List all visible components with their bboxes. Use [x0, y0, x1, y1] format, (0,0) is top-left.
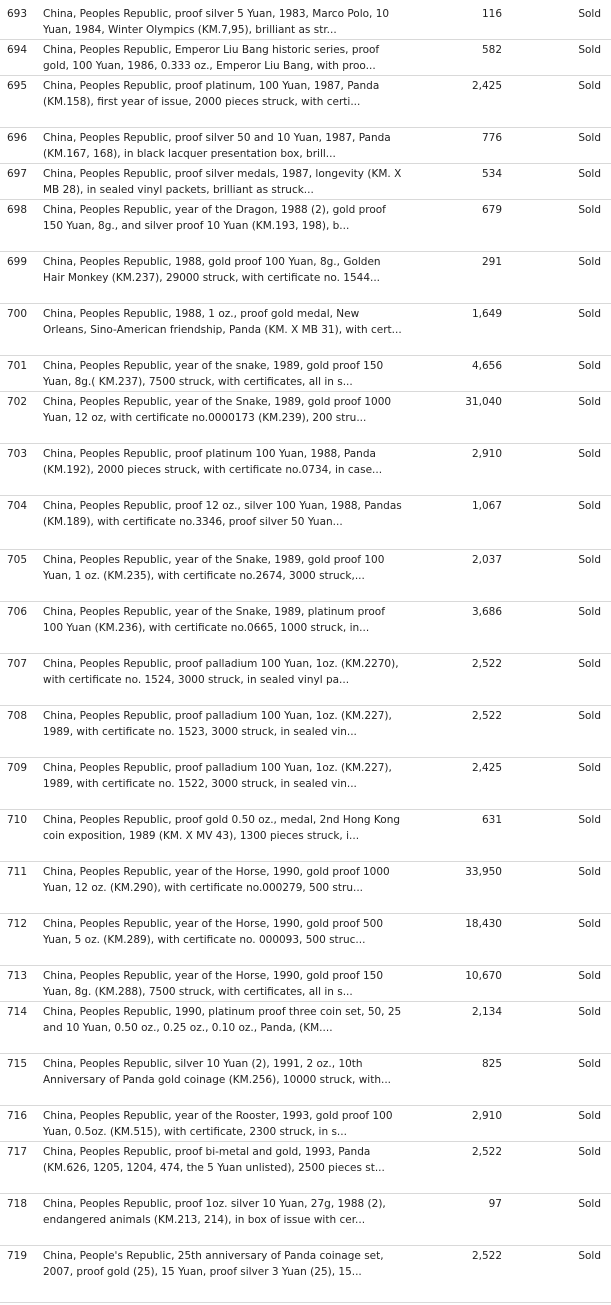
lot-row[interactable] — [0, 444, 611, 496]
lot-price: 10,670 — [465, 970, 502, 982]
lot-price: 2,910 — [471, 1110, 502, 1122]
lot-row[interactable] — [0, 654, 611, 706]
lot-status: Sold — [578, 1146, 601, 1158]
lot-status: Sold — [578, 1110, 601, 1122]
lot-description[interactable]: China, Peoples Republic, year of the Snake, 1989, platinum proof 100 Yuan (KM.236), with certificate no.0665, 1000 struck, in... — [43, 606, 385, 634]
lot-number: 712 — [7, 918, 28, 930]
lot-price: 31,040 — [465, 396, 502, 408]
lot-status: Sold — [578, 44, 601, 56]
lot-description[interactable]: China, Peoples Republic, 1990, platinum proof three coin set, 50, 25 and 10 Yuan, 0.50 oz., 0.25 oz., 0.10 oz., Panda, (KM.... — [43, 1006, 402, 1034]
lot-number: 699 — [7, 256, 28, 268]
lot-description[interactable]: China, Peoples Republic, year of the Snake, 1989, gold proof 1000 Yuan, 12 oz, with certificate no.0000173 (KM.239), 200 stru... — [43, 396, 392, 424]
lot-status: Sold — [578, 204, 601, 216]
lot-number: 716 — [7, 1110, 28, 1122]
lot-number: 714 — [7, 1006, 28, 1018]
lot-price: 97 — [488, 1198, 502, 1210]
lot-number: 711 — [7, 866, 28, 878]
lot-number: 713 — [7, 970, 28, 982]
lot-row[interactable] — [0, 914, 611, 966]
lot-row[interactable] — [0, 304, 611, 356]
lot-price: 825 — [481, 1058, 502, 1070]
lot-number: 693 — [7, 8, 28, 20]
lot-row[interactable] — [0, 392, 611, 444]
lot-description[interactable]: China, Peoples Republic, proof platinum, 100 Yuan, 1987, Panda (KM.158), first year of issue, 2000 pieces struck, with certi... — [43, 80, 380, 108]
lot-price: 582 — [481, 44, 502, 56]
lot-price: 2,425 — [471, 80, 502, 92]
lot-status: Sold — [578, 710, 601, 722]
lot-price: 1,067 — [471, 500, 502, 512]
lot-description[interactable]: China, Peoples Republic, proof palladium 100 Yuan, 1oz. (KM.2270), with certificate no. 1524, 3000 struck, in sealed vinyl pa... — [43, 658, 399, 686]
lot-price: 534 — [481, 168, 502, 180]
lot-description[interactable]: China, Peoples Republic, proof silver 50 and 10 Yuan, 1987, Panda (KM.167, 168), in black lacquer presentation box, brill... — [43, 132, 391, 160]
lot-price: 2,425 — [471, 762, 502, 774]
lot-price: 4,656 — [471, 360, 502, 372]
lot-price: 631 — [481, 814, 502, 826]
lot-price: 3,686 — [471, 606, 502, 618]
lot-price: 2,134 — [471, 1006, 502, 1018]
lot-status: Sold — [578, 168, 601, 180]
lot-description[interactable]: China, Peoples Republic, proof 12 oz., silver 100 Yuan, 1988, Pandas (KM.189), with certificate no.3346, proof silver 50 Yuan... — [43, 500, 402, 528]
lot-row[interactable] — [0, 1246, 611, 1303]
lot-price: 2,037 — [471, 554, 502, 566]
lot-row[interactable] — [0, 356, 611, 392]
lot-row[interactable] — [0, 706, 611, 758]
lot-description[interactable]: China, Peoples Republic, silver 10 Yuan (2), 1991, 2 oz., 10th Anniversary of Panda gold coinage (KM.256), 10000 struck, with... — [43, 1058, 392, 1086]
lot-price: 116 — [481, 8, 502, 20]
lot-number: 696 — [7, 132, 28, 144]
lot-description[interactable]: China, Peoples Republic, proof palladium 100 Yuan, 1oz. (KM.227), 1989, with certificate no. 1523, 3000 struck, in sealed vin... — [43, 710, 392, 738]
lot-description[interactable]: China, Peoples Republic, proof silver 5 Yuan, 1983, Marco Polo, 10 Yuan, 1984, Winter Olympics (KM.7,95), brilliant as str... — [43, 8, 390, 36]
lot-row[interactable] — [0, 1054, 611, 1106]
lot-status: Sold — [578, 80, 601, 92]
lot-price: 2,910 — [471, 448, 502, 460]
lot-number: 709 — [7, 762, 28, 774]
lot-row[interactable] — [0, 128, 611, 164]
lot-number: 718 — [7, 1198, 28, 1210]
lot-description[interactable]: China, Peoples Republic, proof bi-metal and gold, 1993, Panda (KM.626, 1205, 1204, 474, the 5 Yuan unlisted), 2500 pieces st... — [43, 1146, 385, 1174]
lot-number: 701 — [7, 360, 28, 372]
lot-status: Sold — [578, 8, 601, 20]
lot-description[interactable]: China, Peoples Republic, proof 1oz. silver 10 Yuan, 27g, 1988 (2), endangered animals (KM.213, 214), in box of issue with cer... — [43, 1198, 386, 1226]
lot-row[interactable] — [0, 602, 611, 654]
lot-status: Sold — [578, 762, 601, 774]
lot-number: 704 — [7, 500, 28, 512]
lot-price: 2,522 — [471, 658, 502, 670]
lot-number: 703 — [7, 448, 28, 460]
lot-row[interactable] — [0, 862, 611, 914]
lot-row[interactable] — [0, 252, 611, 304]
lot-number: 705 — [7, 554, 28, 566]
lot-status: Sold — [578, 448, 601, 460]
lot-price: 2,522 — [471, 1146, 502, 1158]
lot-price: 33,950 — [465, 866, 502, 878]
lot-price: 2,522 — [471, 1250, 502, 1262]
lot-status: Sold — [578, 606, 601, 618]
lot-number: 706 — [7, 606, 28, 618]
lot-description[interactable]: China, Peoples Republic, 1988, 1 oz., proof gold medal, New Orleans, Sino-American friendship, Panda (KM. X MB 31), with cert... — [43, 308, 402, 336]
lot-description[interactable]: China, Peoples Republic, proof palladium 100 Yuan, 1oz. (KM.227), 1989, with certificate no. 1522, 3000 struck, in sealed vin... — [43, 762, 392, 790]
lot-row[interactable] — [0, 966, 611, 1002]
lot-description[interactable]: China, Peoples Republic, 1988, gold proof 100 Yuan, 8g., Golden Hair Monkey (KM.237), 29000 struck, with certificate no. 1544... — [43, 256, 381, 284]
lot-number: 697 — [7, 168, 28, 180]
lot-row[interactable] — [0, 550, 611, 602]
lot-description[interactable]: China, Peoples Republic, proof gold 0.50 oz., medal, 2nd Hong Kong coin exposition, 1989 (KM. X MV 43), 1300 pieces struck, i... — [43, 814, 401, 842]
lot-number: 717 — [7, 1146, 28, 1158]
lot-status: Sold — [578, 256, 601, 268]
lot-status: Sold — [578, 308, 601, 320]
lot-row[interactable] — [0, 200, 611, 252]
lot-row[interactable] — [0, 1002, 611, 1054]
lot-number: 719 — [7, 1250, 28, 1262]
lot-status: Sold — [578, 1250, 601, 1262]
lot-description[interactable]: China, Peoples Republic, year of the Horse, 1990, gold proof 1000 Yuan, 12 oz. (KM.290), with certificate no.000279, 500 stru... — [43, 866, 390, 894]
lot-row[interactable] — [0, 810, 611, 862]
lot-description[interactable]: China, Peoples Republic, year of the Rooster, 1993, gold proof 100 Yuan, 0.5oz. (KM.515), with certificate, 2300 struck, in s... — [43, 1110, 393, 1138]
lot-price: 291 — [481, 256, 502, 268]
lot-status: Sold — [578, 132, 601, 144]
lot-status: Sold — [578, 970, 601, 982]
lot-row[interactable] — [0, 1194, 611, 1246]
lot-description[interactable]: China, Peoples Republic, proof silver medals, 1987, longevity (KM. X MB 28), in sealed vinyl packets, brilliant as struck... — [43, 168, 402, 196]
lot-price: 18,430 — [465, 918, 502, 930]
lot-status: Sold — [578, 1006, 601, 1018]
lot-row[interactable] — [0, 76, 611, 128]
lot-status: Sold — [578, 396, 601, 408]
lot-number: 694 — [7, 44, 28, 56]
lot-price: 776 — [481, 132, 502, 144]
lot-row[interactable] — [0, 40, 611, 76]
lot-status: Sold — [578, 814, 601, 826]
lot-description[interactable]: China, People's Republic, 25th anniversary of Panda coinage set, 2007, proof gold (25), 15 Yuan, proof silver 3 Yuan (25), 15... — [43, 1250, 384, 1278]
lot-price: 679 — [481, 204, 502, 216]
lot-description[interactable]: China, Peoples Republic, Emperor Liu Bang historic series, proof gold, 100 Yuan, 1986, 0.333 oz., Emperor Liu Bang, with proo... — [43, 44, 380, 72]
lot-number: 695 — [7, 80, 28, 92]
lot-description[interactable]: China, Peoples Republic, year of the snake, 1989, gold proof 150 Yuan, 8g.( KM.237), 7500 struck, with certificates, all in s... — [43, 360, 384, 388]
lot-number: 698 — [7, 204, 28, 216]
lot-description[interactable]: China, Peoples Republic, proof platinum 100 Yuan, 1988, Panda (KM.192), 2000 pieces struck, with certificate no.0734, in case... — [43, 448, 383, 476]
lot-status: Sold — [578, 918, 601, 930]
lot-number: 710 — [7, 814, 28, 826]
lot-row[interactable] — [0, 1142, 611, 1194]
lot-status: Sold — [578, 1198, 601, 1210]
lot-price: 2,522 — [471, 710, 502, 722]
lot-description[interactable]: China, Peoples Republic, year of the Horse, 1990, gold proof 500 Yuan, 5 oz. (KM.289), with certificate no. 000093, 500 struc... — [43, 918, 384, 946]
lot-number: 715 — [7, 1058, 28, 1070]
lot-status: Sold — [578, 360, 601, 372]
lot-row[interactable] — [0, 164, 611, 200]
lot-row[interactable] — [0, 496, 611, 550]
lot-number: 707 — [7, 658, 28, 670]
lot-row[interactable] — [0, 1106, 611, 1142]
lot-number: 708 — [7, 710, 28, 722]
lot-status: Sold — [578, 1058, 601, 1070]
lot-description[interactable]: China, Peoples Republic, year of the Horse, 1990, gold proof 150 Yuan, 8g. (KM.288), 7500 struck, with certificates, all in s... — [43, 970, 384, 998]
lot-status: Sold — [578, 500, 601, 512]
lot-description[interactable]: China, Peoples Republic, year of the Snake, 1989, gold proof 100 Yuan, 1 oz. (KM.235), with certificate no.2674, 3000 struck,... — [43, 554, 385, 582]
lot-status: Sold — [578, 658, 601, 670]
lot-description[interactable]: China, Peoples Republic, year of the Dragon, 1988 (2), gold proof 150 Yuan, 8g., and silver proof 10 Yuan (KM.193, 198), b... — [43, 204, 386, 232]
lot-number: 700 — [7, 308, 28, 320]
lot-number: 702 — [7, 396, 28, 408]
lot-row[interactable] — [0, 4, 611, 40]
lot-price: 1,649 — [471, 308, 502, 320]
lot-status: Sold — [578, 866, 601, 878]
lot-row[interactable] — [0, 758, 611, 810]
lot-status: Sold — [578, 554, 601, 566]
